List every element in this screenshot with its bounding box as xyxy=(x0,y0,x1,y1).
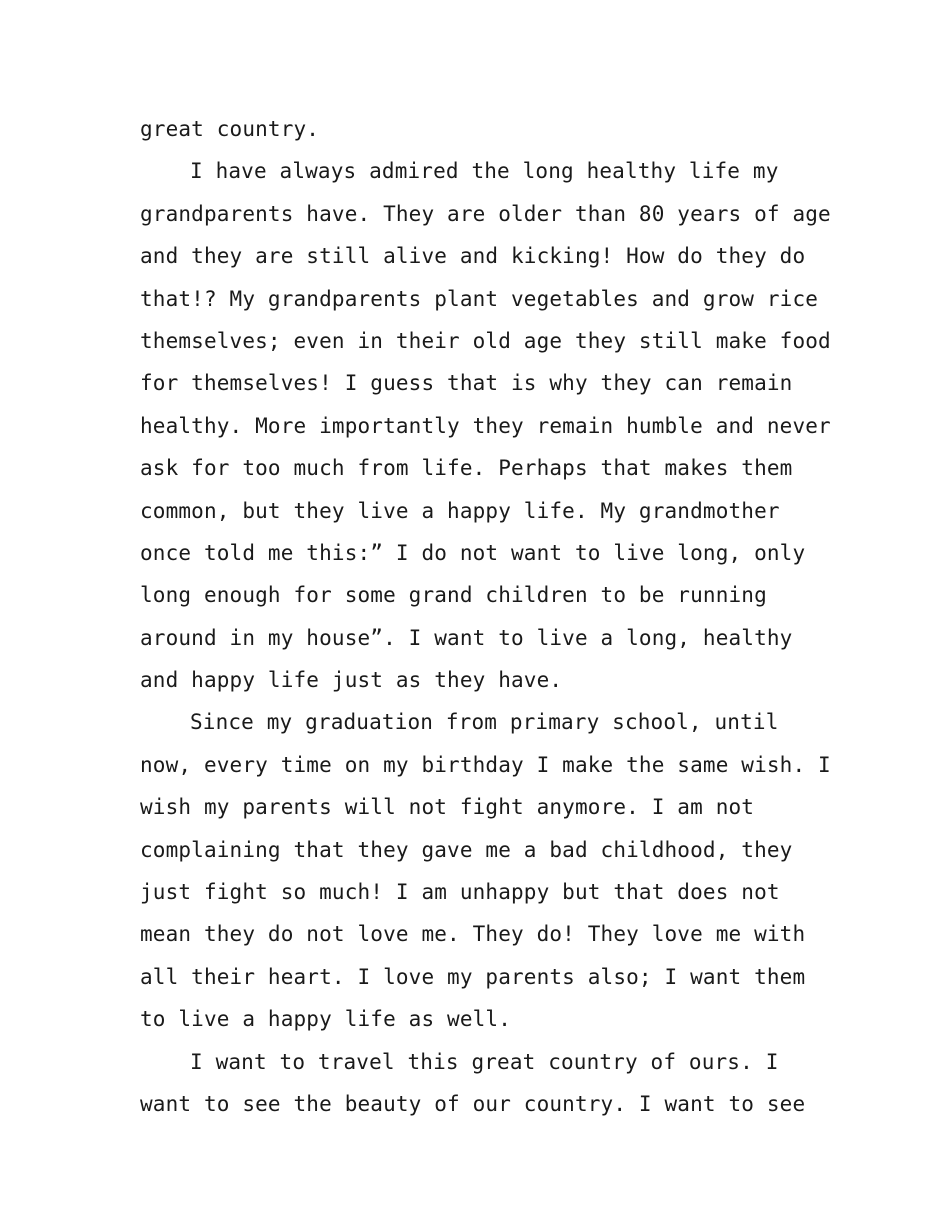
text-line: to live a happy life as well. xyxy=(140,1007,511,1032)
text-line: for themselves! I guess that is why they can remain xyxy=(140,371,793,396)
text-line: Since my graduation from primary school, until xyxy=(190,710,779,735)
body-text xyxy=(140,108,830,1125)
text-line: common, but they live a happy life. My grandmother xyxy=(140,498,780,523)
text-line: I have always admired the long healthy life my xyxy=(190,159,779,184)
text-line: long enough for some grand children to be running xyxy=(140,583,767,608)
text-line: wish my parents will not fight anymore. I am not xyxy=(140,795,755,820)
text-line: I want to travel this great country of ours. I xyxy=(190,1049,779,1074)
text-line: just fight so much! I am unhappy but that does not xyxy=(140,880,780,905)
text-line: ask for too much from life. Perhaps that makes them xyxy=(140,456,793,481)
text-line: and they are still alive and kicking! How do they do xyxy=(140,244,806,269)
text-line: and happy life just as they have. xyxy=(140,668,563,693)
text-line: that!? My grandparents plant vegetables and grow rice xyxy=(140,286,819,311)
text-line: want to see the beauty of our country. I want to see xyxy=(140,1091,806,1116)
text-line: grandparents have. They are older than 80 years of age xyxy=(140,201,831,226)
text-line: all their heart. I love my parents also; I want them xyxy=(140,964,806,989)
text-line: great country. xyxy=(140,117,320,141)
text-line: themselves; even in their old age they still make food xyxy=(140,328,831,353)
text-line: mean they do not love me. They do! They love me with xyxy=(140,922,806,947)
text-line: now, every time on my birthday I make the same wish. I xyxy=(140,752,831,777)
text-line: around in my house”. I want to live a long, healthy xyxy=(140,625,793,650)
text-line: complaining that they gave me a bad childhood, they xyxy=(140,837,793,862)
text-line: once told me this:” I do not want to live long, only xyxy=(140,540,806,565)
text-line: healthy. More importantly they remain humble and never xyxy=(140,413,831,438)
